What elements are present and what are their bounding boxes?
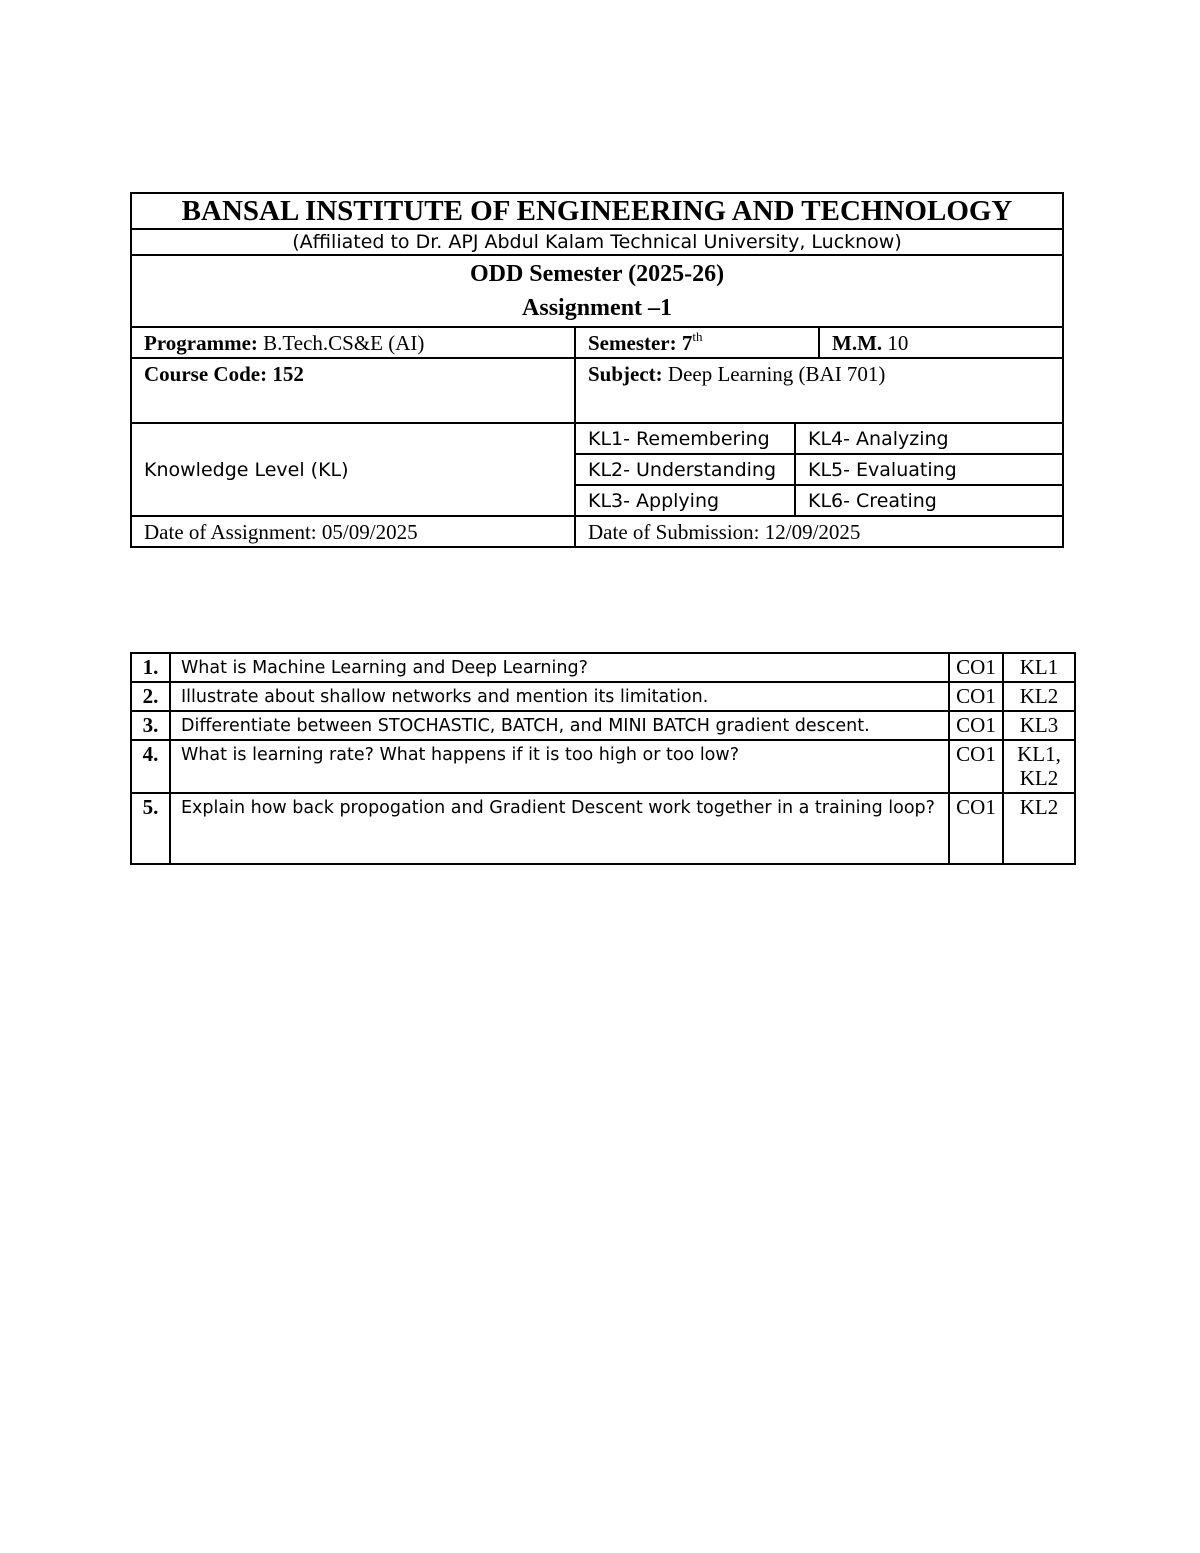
course-code-cell	[131, 358, 575, 423]
question-number: 4.	[131, 740, 170, 793]
table-row	[131, 793, 1075, 864]
max-marks-value: 10	[882, 330, 909, 355]
course-code: Course Code: 152	[144, 362, 304, 386]
programme-cell	[131, 327, 575, 358]
kl-level: KL6- Creating	[795, 485, 1063, 516]
knowledge-level: KL3	[1003, 711, 1075, 740]
table-row	[131, 682, 1075, 711]
assignment-header-table	[130, 192, 1064, 548]
max-marks-cell	[819, 327, 1063, 358]
subject-cell	[575, 358, 1063, 423]
knowledge-level: KL1	[1003, 653, 1075, 682]
semester-assignment-block	[131, 255, 1063, 327]
subject-value: Deep Learning (BAI 701)	[662, 362, 886, 386]
knowledge-level-label: Knowledge Level (KL)	[131, 423, 575, 516]
kl-level: KL3- Applying	[575, 485, 795, 516]
institute-name: BANSAL INSTITUTE OF ENGINEERING AND TECHNOLOGY	[131, 193, 1063, 229]
knowledge-level: KL1, KL2	[1003, 740, 1075, 793]
course-outcome: CO1	[949, 740, 1003, 793]
programme-label: Programme:	[144, 330, 258, 355]
course-outcome: CO1	[949, 682, 1003, 711]
knowledge-level: KL2	[1003, 682, 1075, 711]
semester-title: ODD Semester (2025-26)	[469, 261, 725, 287]
questions-table	[130, 652, 1076, 865]
kl-level: KL2- Understanding	[575, 454, 795, 485]
question-number: 1.	[131, 653, 170, 682]
max-marks-label: M.M.	[832, 330, 883, 355]
assignment-title: Assignment –1	[522, 295, 673, 321]
knowledge-level: KL2	[1003, 793, 1075, 864]
kl-level: KL5- Evaluating	[795, 454, 1063, 485]
date-of-submission: Date of Submission: 12/09/2025	[575, 516, 1063, 547]
date-of-assignment: Date of Assignment: 05/09/2025	[131, 516, 575, 547]
programme-value: B.Tech.CS&E (AI)	[257, 330, 425, 355]
course-outcome: CO1	[949, 711, 1003, 740]
semester-superscript: th	[692, 328, 703, 344]
question-number: 3.	[131, 711, 170, 740]
question-text: What is learning rate? What happens if it is too high or too low?	[170, 740, 949, 793]
question-text: Explain how back propogation and Gradient Descent work together in a training loop?	[170, 793, 949, 864]
course-outcome: CO1	[949, 653, 1003, 682]
question-text: Differentiate between STOCHASTIC, BATCH, and MINI BATCH gradient descent.	[170, 711, 949, 740]
course-outcome: CO1	[949, 793, 1003, 864]
question-number: 5.	[131, 793, 170, 864]
table-row	[131, 653, 1075, 682]
semester-value: 7	[676, 330, 693, 355]
semester-label: Semester:	[588, 330, 677, 355]
affiliation-text: (Affiliated to Dr. APJ Abdul Kalam Technical University, Lucknow)	[131, 229, 1063, 255]
kl-level: KL4- Analyzing	[795, 423, 1063, 454]
kl-level: KL1- Remembering	[575, 423, 795, 454]
table-row	[131, 711, 1075, 740]
question-text: What is Machine Learning and Deep Learning?	[170, 653, 949, 682]
question-text: Illustrate about shallow networks and mention its limitation.	[170, 682, 949, 711]
semester-cell	[575, 327, 819, 358]
table-row	[131, 740, 1075, 793]
question-number: 2.	[131, 682, 170, 711]
subject-label: Subject:	[588, 362, 663, 386]
